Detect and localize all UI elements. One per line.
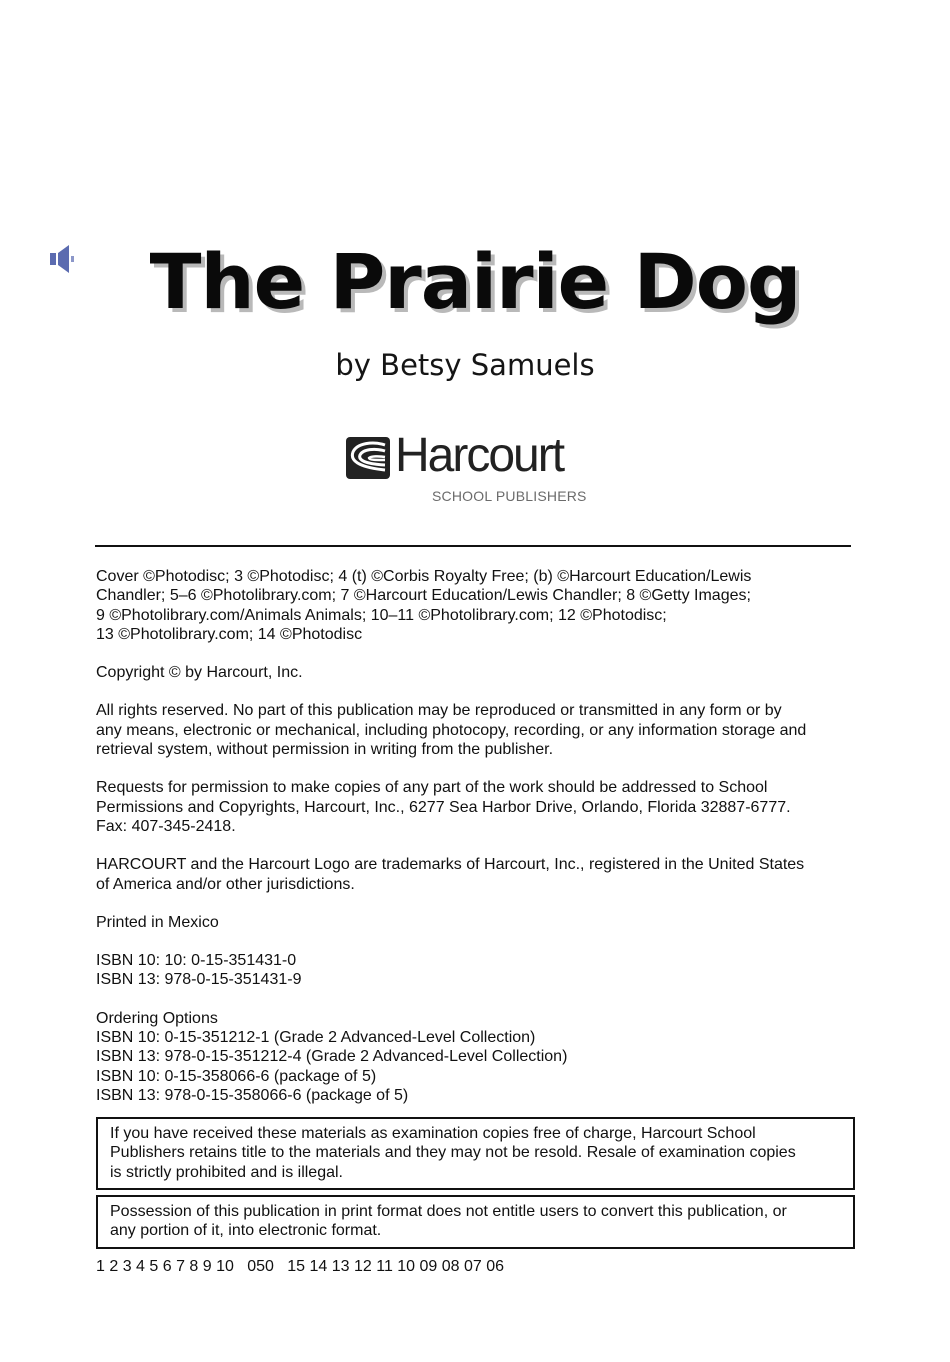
permissions-line: Requests for permission to make copies of any part of the work should be addressed to School xyxy=(96,779,768,797)
rights-reserved xyxy=(96,701,856,759)
isbn-block xyxy=(96,951,856,990)
rights-line: All rights reserved. No part of this publication may be reproduced or transmitted in any form or by xyxy=(96,702,782,720)
notice-line: If you have received these materials as examination copies free of charge, Harcourt School xyxy=(110,1125,756,1142)
rights-line: retrieval system, without permission in writing from the publisher. xyxy=(96,741,554,759)
ordering-line: ISBN 10: 0-15-351212-1 (Grade 2 Advanced-Level Collection) xyxy=(96,1029,536,1047)
notice-line: is strictly prohibited and is illegal. xyxy=(110,1163,343,1181)
trademark-line: HARCOURT and the Harcourt Logo are trademarks of Harcourt, Inc., registered in the United States xyxy=(96,856,805,874)
isbn-line: ISBN 10: 10: 0-15-351431-0 xyxy=(96,952,297,970)
notice-line: Publishers retains title to the materials and they may not be resold. Resale of examination copies xyxy=(110,1144,796,1162)
credits-line: Cover ©Photodisc; 3 ©Photodisc; 4 (t) ©Corbis Royalty Free; (b) ©Harcourt Education/Lewis xyxy=(96,568,752,585)
permissions-line: Fax: 407-345-2418. xyxy=(96,817,236,835)
permissions-line: Permissions and Copyrights, Harcourt, Inc., 6277 Sea Harbor Drive, Orlando, Florida 32887-6777. xyxy=(96,798,791,816)
printed-in: Printed in Mexico xyxy=(96,913,219,931)
trademark-line: of America and/or other jurisdictions. xyxy=(96,875,355,893)
ordering-heading: Ordering Options xyxy=(96,1009,218,1027)
examination-copy-notice xyxy=(96,1117,855,1190)
credits-line: 9 ©Photolibrary.com/Animals Animals; 10–11 ©Photolibrary.com; 12 ©Photodisc; xyxy=(96,606,667,624)
permissions-request xyxy=(96,778,856,836)
harcourt-logo-mark-icon xyxy=(345,436,391,480)
notice-line: any portion of it, into electronic format. xyxy=(110,1222,382,1240)
ordering-line: ISBN 13: 978-0-15-358066-6 (package of 5) xyxy=(96,1086,409,1104)
credits-line: 13 ©Photolibrary.com; 14 ©Photodisc xyxy=(96,625,363,643)
ordering-options xyxy=(96,1009,856,1105)
divider-rule xyxy=(95,545,851,547)
book-author: by Betsy Samuels xyxy=(335,348,595,382)
publisher-logo xyxy=(345,429,605,508)
ordering-line: ISBN 13: 978-0-15-351212-4 (Grade 2 Advanced-Level Collection) xyxy=(96,1048,568,1066)
electronic-format-notice xyxy=(96,1195,855,1249)
photo-credits xyxy=(96,567,856,644)
print-line: 1 2 3 4 5 6 7 8 9 10 050 15 14 13 12 11 10 09 08 07 06 xyxy=(96,1258,505,1275)
trademark-notice xyxy=(96,855,856,894)
book-title: The Prairie Dog xyxy=(149,237,801,326)
publisher-name: Harcourt xyxy=(395,429,564,482)
notice-line: Possession of this publication in print format does not entitle users to convert this publication, or xyxy=(110,1203,787,1220)
rights-line: any means, electronic or mechanical, including photocopy, recording, or any information storage and xyxy=(96,721,807,739)
isbn-line: ISBN 13: 978-0-15-351431-9 xyxy=(96,971,302,989)
copyright-line: Copyright © by Harcourt, Inc. xyxy=(96,664,303,682)
ordering-line: ISBN 10: 0-15-358066-6 (package of 5) xyxy=(96,1067,377,1085)
publisher-division: SCHOOL PUBLISHERS xyxy=(432,488,587,504)
copyright-page-text xyxy=(96,567,856,1124)
credits-line: Chandler; 5–6 ©Photolibrary.com; 7 ©Harcourt Education/Lewis Chandler; 8 ©Getty Images; xyxy=(96,587,751,605)
